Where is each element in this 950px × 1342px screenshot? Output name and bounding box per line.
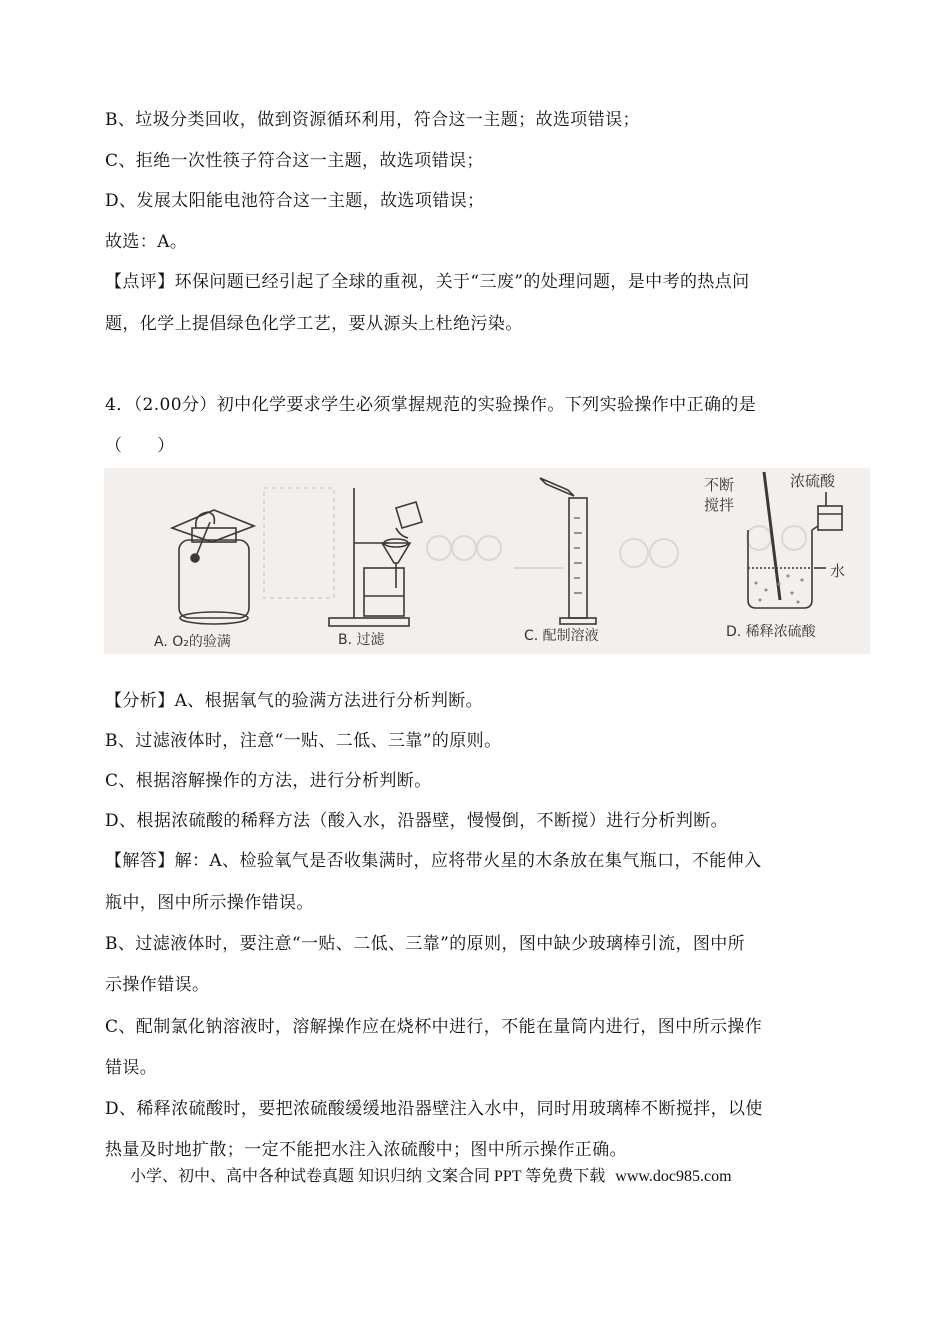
analysis-line: D、根据浓硫酸的稀释方法（酸入水，沿器壁，慢慢倒，不断搅）进行分析判断。 (105, 811, 729, 831)
text-line: C、拒绝一次性筷子符合这一主题，故选项错误； (105, 151, 484, 171)
caption-c: C. 配制溶液 (524, 628, 599, 644)
label-stir-1: 不断 (704, 476, 735, 494)
page-footer (130, 1166, 732, 1188)
caption-b: B. 过滤 (338, 632, 385, 648)
solution-line: 【解答】解：A、检验氧气是否收集满时，应将带火星的木条放在集气瓶口，不能伸入 (105, 851, 762, 871)
beaker-drawing (748, 472, 842, 608)
solution-line: 错误。 (105, 1058, 158, 1078)
solution-line: 热量及时地扩散；一定不能把水注入浓硫酸中；图中所示操作正确。 (105, 1140, 627, 1160)
solution-line: B、过滤液体时，要注意“一贴、二低、三靠”的原则，图中缺少玻璃棒引流，图中所 (105, 934, 746, 954)
gas-bottle-drawing (172, 510, 254, 624)
question-stem: 4．（2.00分）初中化学要求学生必须掌握规范的实验操作。下列实验操作中正确的是 (105, 395, 757, 415)
text-line: B、垃圾分类回收，做到资源循环利用，符合这一主题；故选项错误； (105, 110, 640, 130)
text-line: 故选：A。 (105, 232, 188, 252)
text-line: D、发展太阳能电池符合这一主题，故选项错误； (105, 191, 485, 211)
solution-line: 示操作错误。 (105, 975, 210, 995)
solution-line: 瓶中，图中所示操作错误。 (105, 893, 314, 913)
answer-blank: （ ） (105, 436, 175, 456)
comment-line: 【点评】环保问题已经引起了全球的重视，关于“三废”的处理问题，是中考的热点问 (105, 272, 750, 292)
footer-text: 小学、初中、高中各种试卷真题 知识归纳 文案合同 PPT 等免费下载 (130, 1168, 606, 1185)
footer-site-link[interactable]: www.doc985.com (615, 1168, 732, 1185)
label-acid: 浓硫酸 (790, 472, 836, 490)
caption-a: A. O₂的验满 (154, 634, 231, 650)
filtration-drawing (329, 488, 422, 626)
label-stir-2: 搅拌 (704, 496, 735, 514)
solution-line: C、配制氯化钠溶液时，溶解操作应在烧杯中进行，不能在量筒内进行，图中所示操作 (105, 1017, 763, 1037)
analysis-line: C、根据溶解操作的方法，进行分析判断。 (105, 771, 432, 791)
cylinder-drawing (540, 478, 596, 624)
label-water: 水 (830, 562, 846, 580)
analysis-line: B、过滤液体时，注意“一贴、二低、三靠”的原则。 (105, 731, 502, 751)
analysis-line: 【分析】A、根据氧气的验满方法进行分析判断。 (105, 691, 484, 711)
experiment-figure (104, 468, 870, 654)
caption-d: D. 稀释浓硫酸 (726, 624, 816, 640)
comment-line: 题，化学上提倡绿色化学工艺，要从源头上杜绝污染。 (105, 314, 523, 334)
solution-line: D、稀释浓硫酸时，要把浓硫酸缓缓地沿器壁注入水中，同时用玻璃棒不断搅拌，以使 (105, 1099, 763, 1119)
